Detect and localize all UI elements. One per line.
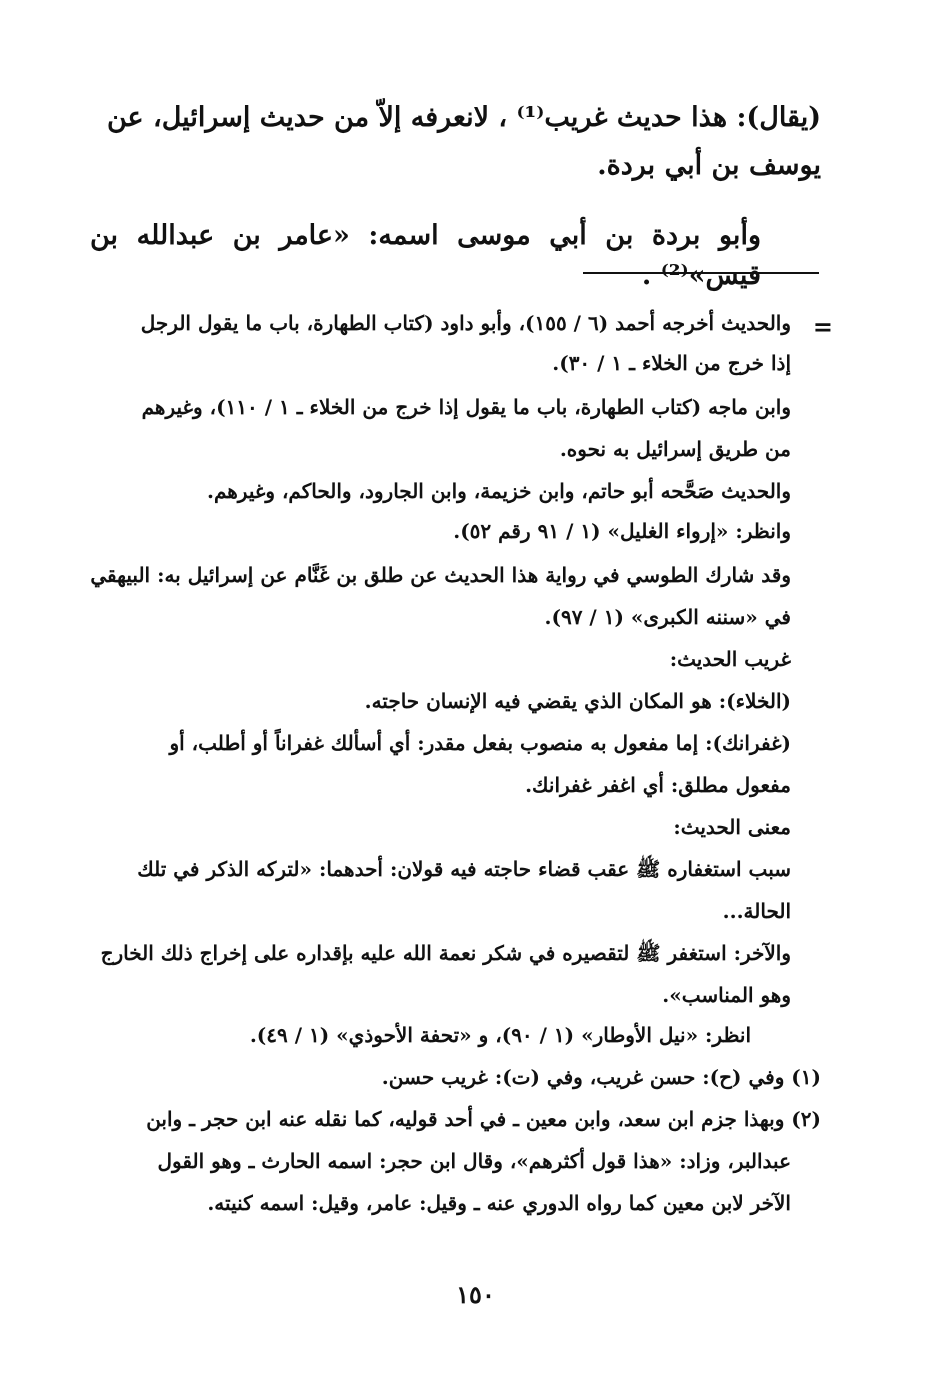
footnote-line: عبدالبر، وزاد: «هذا قول أكثرهم»، وقال ابن حجر: اسمه الحارث ـ وهو القول xyxy=(157,1149,791,1173)
footnote-line: إذا خرج من الخلاء ـ ١ / ٣٠). xyxy=(552,351,791,375)
footnote-line: سبب استغفاره ﷺ عقب قضاء حاجته فيه قولان: أحدهما: «لتركه الذكر في تلك xyxy=(137,857,791,881)
footnote-line: مفعول مطلق: أي اغفر غفرانك. xyxy=(525,773,791,797)
footnote-line: في «سننه الكبرى» (١ / ٩٧). xyxy=(544,605,791,629)
main-text-line-3: وأبو بردة بن أبي موسى اسمه: «عامر بن عبدالله بن قيس»⁽²⁾ . xyxy=(90,220,761,291)
section-heading-maana: معنى الحديث: xyxy=(673,815,791,839)
footnote-separator xyxy=(583,272,819,274)
footnote-1: (١) وفي (ح): حسن غريب، وفي (ت): غريب حسن. xyxy=(381,1065,821,1089)
footnote-line: من طريق إسرائيل به نحوه. xyxy=(559,437,791,461)
footnote-line: الآخر لابن معين كما رواه الدوري عنه ـ وقيل: عامر، وقيل: اسمه كنيته. xyxy=(207,1191,791,1215)
section-heading-gharib: غريب الحديث: xyxy=(669,647,791,671)
page-number: ١٥٠ xyxy=(456,1280,495,1309)
main-text-line-1: (يقال): هذا حديث غريب⁽¹⁾ ، لانعرفه إلاّ من حديث إسرائيل، عن xyxy=(106,102,821,133)
footnote-line: الحالة... xyxy=(722,899,791,923)
footnote-line: (الخلاء): هو المكان الذي يقضي فيه الإنسان حاجته. xyxy=(364,689,791,713)
footnote-line: (غفرانك): إما مفعول به منصوب بفعل مقدر: أي أسألك غفراناً أو أطلب، أو xyxy=(169,731,791,755)
footnote-2: (٢) وبهذا جزم ابن سعد، وابن معين ـ في أحد قوليه، كما نقله عنه ابن حجر ـ وابن xyxy=(146,1107,821,1131)
footnote-line: وابن ماجه (كتاب الطهارة، باب ما يقول إذا خرج من الخلاء ـ ١ / ١١٠)، وغيرهم xyxy=(141,395,791,419)
main-text-line-2: يوسف بن أبي بردة. xyxy=(597,150,821,181)
continuation-mark: = xyxy=(812,312,833,341)
footnote-line: وانظر: «إرواء الغليل» (١ / ٩١ رقم ٥٢). xyxy=(453,519,791,543)
footnote-line: وهو المناسب». xyxy=(662,983,791,1007)
footnote-line: انظر: «نيل الأوطار» (١ / ٩٠)، و «تحفة الأحوذي» (١ / ٤٩). xyxy=(249,1023,751,1047)
footnote-line: والآخر: استغفر ﷺ لتقصيره في شكر نعمة الله عليه بإقداره على إخراج ذلك الخارج xyxy=(100,941,791,965)
footnote-line: والحديث صَحَّحه أبو حاتم، وابن خزيمة، وابن الجارود، والحاكم، وغيرهم. xyxy=(206,479,791,503)
footnote-line: وقد شارك الطوسي في رواية هذا الحديث عن طلق بن غَنَّام عن إسرائيل به: البيهقي xyxy=(90,563,791,587)
footnote-line: والحديث أخرجه أحمد (٦ / ١٥٥)، وأبو داود (كتاب الطهارة، باب ما يقول الرجل xyxy=(140,311,791,335)
